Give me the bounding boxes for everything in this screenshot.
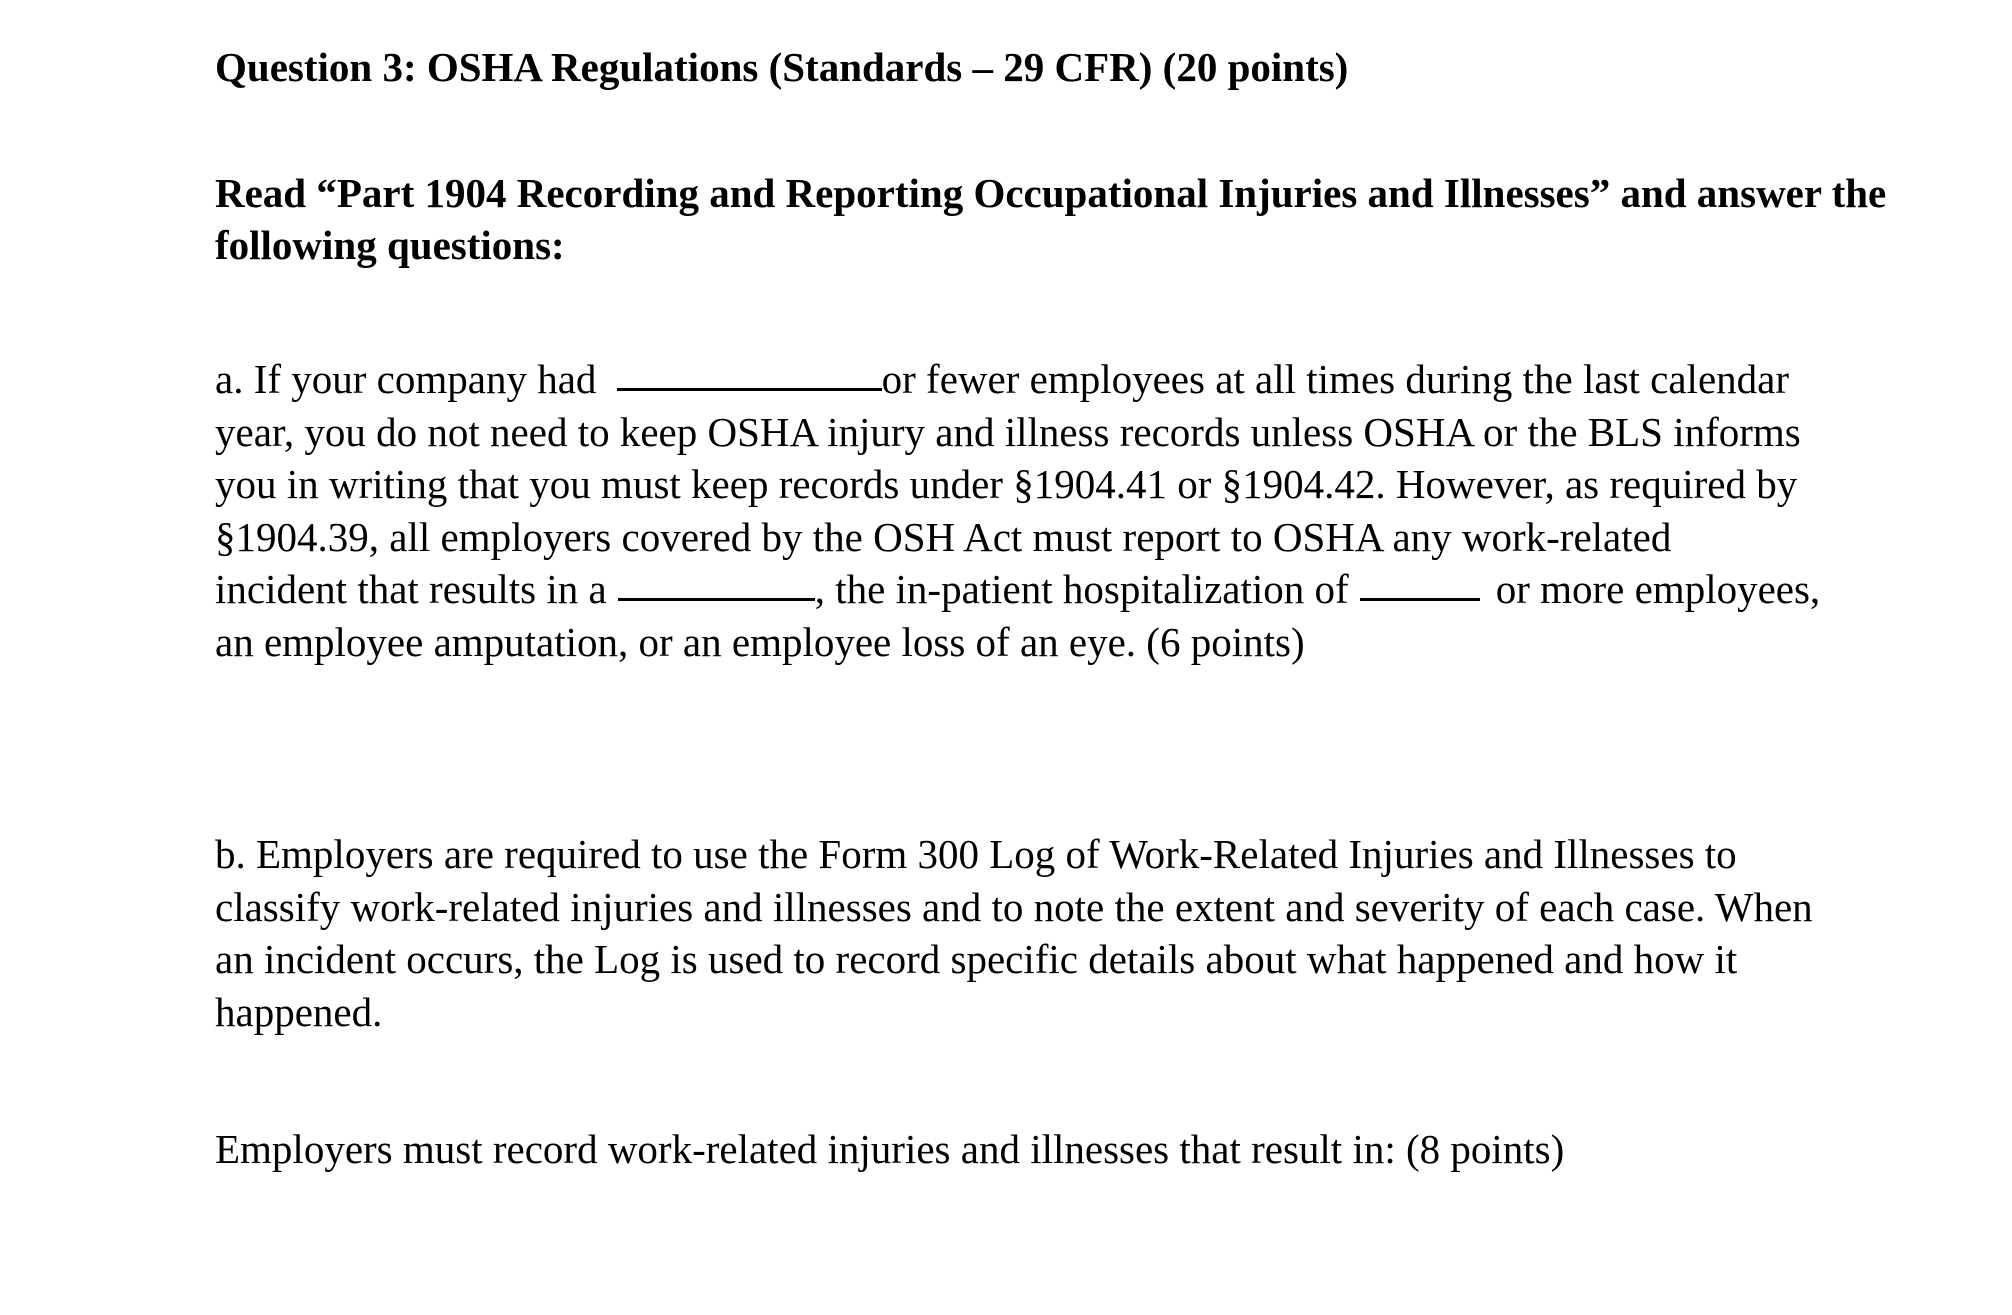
blank-hospitalization-count[interactable] (1360, 597, 1480, 601)
part-a-line-4: §1904.39, all employers covered by the OSH Act must report to OSHA any work-related (215, 513, 1672, 560)
part-b-line-4: happened. (215, 988, 383, 1035)
part-a-line-5 (215, 563, 1995, 616)
question-part-c (215, 1123, 1995, 1176)
question-part-a (215, 353, 1995, 668)
part-a-line-1 (215, 353, 1995, 406)
document-page (215, 38, 1995, 1176)
part-a-line-1-end: or fewer employees at all times during the last calendar (881, 356, 1790, 402)
part-a-line-5-middle: , the in-patient hospitalization of (814, 566, 1349, 612)
part-b-line-3: an incident occurs, the Log is used to record specific details about what happened and how it (215, 936, 1738, 982)
part-a-line-6: an employee amputation, or an employee loss of an eye. (6 points) (215, 618, 1305, 665)
blank-employee-count[interactable] (617, 387, 882, 391)
blank-incident-result[interactable] (618, 597, 815, 601)
question-part-b (215, 828, 1995, 1038)
part-b-line-2: classify work-related injuries and illnesses and to note the extent and severity of each case. When (215, 883, 1813, 930)
instruction-text: Read “Part 1904 Recording and Reporting Occupational Injuries and Illnesses” and answer the following questions: (215, 170, 1887, 268)
question-title: Question 3: OSHA Regulations (Standards – 29 CFR) (20 points) (215, 44, 1349, 90)
part-a-line-3: you in writing that you must keep records under §1904.41 or §1904.42. However, as required by (215, 461, 1798, 507)
part-a-line-5-start: incident that results in a (215, 566, 607, 612)
part-a-line-1-start: a. If your company had (215, 356, 597, 402)
part-a-line-2: year, you do not need to keep OSHA injury and illness records unless OSHA or the BLS informs (215, 408, 1801, 455)
part-a-line-5-end: or more employees, (1495, 566, 1821, 612)
part-b-line-1: b. Employers are required to use the Form 300 Log of Work-Related Injuries and Illnesses to (215, 831, 1737, 877)
part-c-line-1: Employers must record work-related injuries and illnesses that result in: (8 points) (215, 1126, 1565, 1172)
